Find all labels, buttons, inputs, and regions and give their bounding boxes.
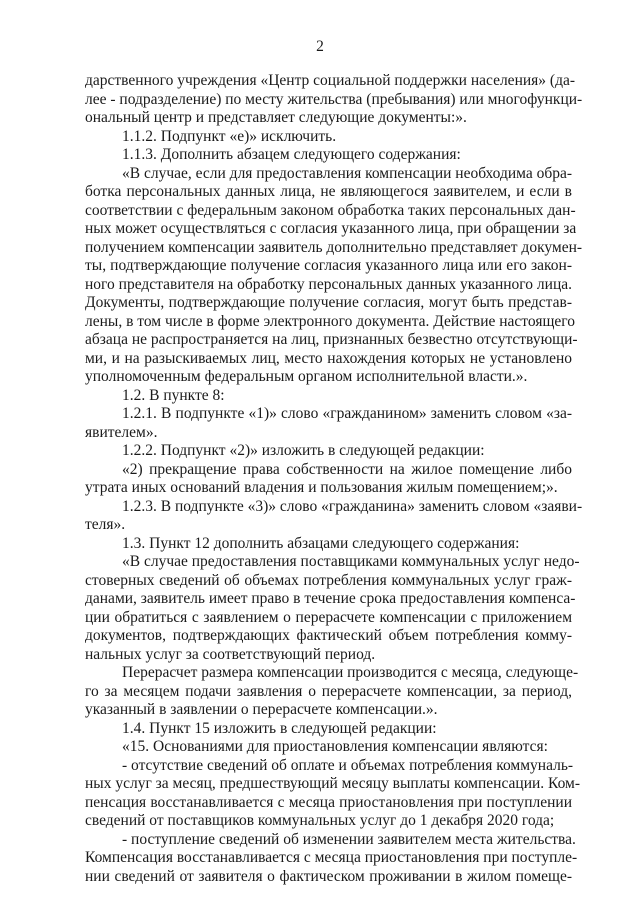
text-line: 1.2.1. В подпункте «1)» слово «гражданином» заменить словом «за- [122,405,572,422]
text-line: нии сведений от заявителя о фактическом проживании в жилом помеще- [85,867,572,885]
text-line: 1.2. В пункте 8: [122,386,225,404]
text-line: ных может осуществляться с согласия указанного лица, при обращении за [85,220,577,237]
text-line: явителем». [85,423,158,441]
text-line: Документы, подтверждающие получение согласия, могут быть представ- [85,294,572,311]
text-line: «15. Основаниями для приостановления компенсации являются: [122,738,548,755]
text-line: Компенсация восстанавливается с месяца приостановления при поступле- [85,849,578,866]
text-line: 1.1.3. Дополнить абзацем следующего содержания: [122,146,461,163]
text-line: ного представителя на обработку персональных данных указанного лица. [85,275,572,293]
text-line: ции обратиться с заявлением о перерасчете компенсации с приложением [85,608,572,626]
text-line: 1.4. Пункт 15 изложить в следующей редакции: [122,719,437,737]
text-line: дарственного учреждения «Центр социальной поддержки населения» (да- [85,72,575,89]
text-line: ты, подтверждающие получение согласия указанного лица или его закон- [85,257,572,274]
text-line: «В случае предоставления поставщиками коммунальных услуг недо- [122,553,580,570]
text-line: утрата иных оснований владения и пользования жилым помещением;». [85,479,558,496]
text-line: ональный центр и представляет следующие документы:». [85,109,467,126]
text-line: Перерасчет размера компенсации производится с месяца, следующе- [122,664,579,681]
text-line: нальных услуг за соответствующий период. [85,645,376,663]
text-line: уполномоченным федеральным органом исполнительной власти.». [85,368,528,385]
text-line: стоверных сведений об объемах потребления коммунальных услуг граж- [85,571,572,589]
text-line: ми, и на разыскиваемых лиц, место нахождения которых не установлено [85,349,572,367]
text-line: «2) прекращение права собственности на жилое помещение либо [122,460,572,478]
text-line: 1.3. Пункт 12 дополнить абзацами следующего содержания: [122,534,520,552]
text-line: теля». [85,516,126,533]
text-line: 1.2.2. Подпункт «2)» изложить в следующей редакции: [122,442,485,459]
text-line: пенсация восстанавливается с месяца приостановления при поступлении [85,793,572,811]
text-line: сведений от поставщиков коммунальных услуг до 1 декабря 2020 года; [85,812,555,829]
text-line: ных услуг за месяц, предшествующий месяцу выплаты компенсации. Ком- [85,775,581,792]
document-body [85,72,583,886]
text-line: - отсутствие сведений об оплате и объемах потребления коммуналь- [122,756,574,774]
text-line: соответствии с федеральным законом обработка таких персональных дан- [85,201,576,219]
text-line: абзаца не распространяется на лиц, признанных безвестно отсутствующи- [85,331,578,348]
text-line: 1.1.2. Подпункт «е)» исключить. [122,127,337,145]
text-line: документов, подтверждающих фактический объем потребления комму- [85,627,572,644]
text-line: лены, в том числе в форме электронного документа. Действие настоящего [85,312,575,330]
text-line: - поступление сведений об изменении заявителем места жительства. [122,830,576,848]
text-line: ботка персональных данных лица, не являющегося заявителем, и если в [85,183,572,200]
text-line: лее - подразделение) по месту жительства (пребывания) или многофункци- [85,90,583,108]
text-line: «В случае, если для предоставления компенсации необходима обра- [122,164,573,182]
text-line: получением компенсации заявитель дополнительно представляет докумен- [85,238,583,256]
text-line: 1.2.3. В подпункте «3)» слово «гражданина» заменить словом «заяви- [122,497,583,515]
text-line: го за месяцем подачи заявления о перерасчете компенсации, за период, [85,682,572,700]
text-line: данами, заявитель имеет право в течение срока предоставления компенса- [85,590,576,607]
text-line: указанный в заявлении о перерасчете компенсации.». [85,701,438,718]
page-number: 2 [316,38,324,55]
